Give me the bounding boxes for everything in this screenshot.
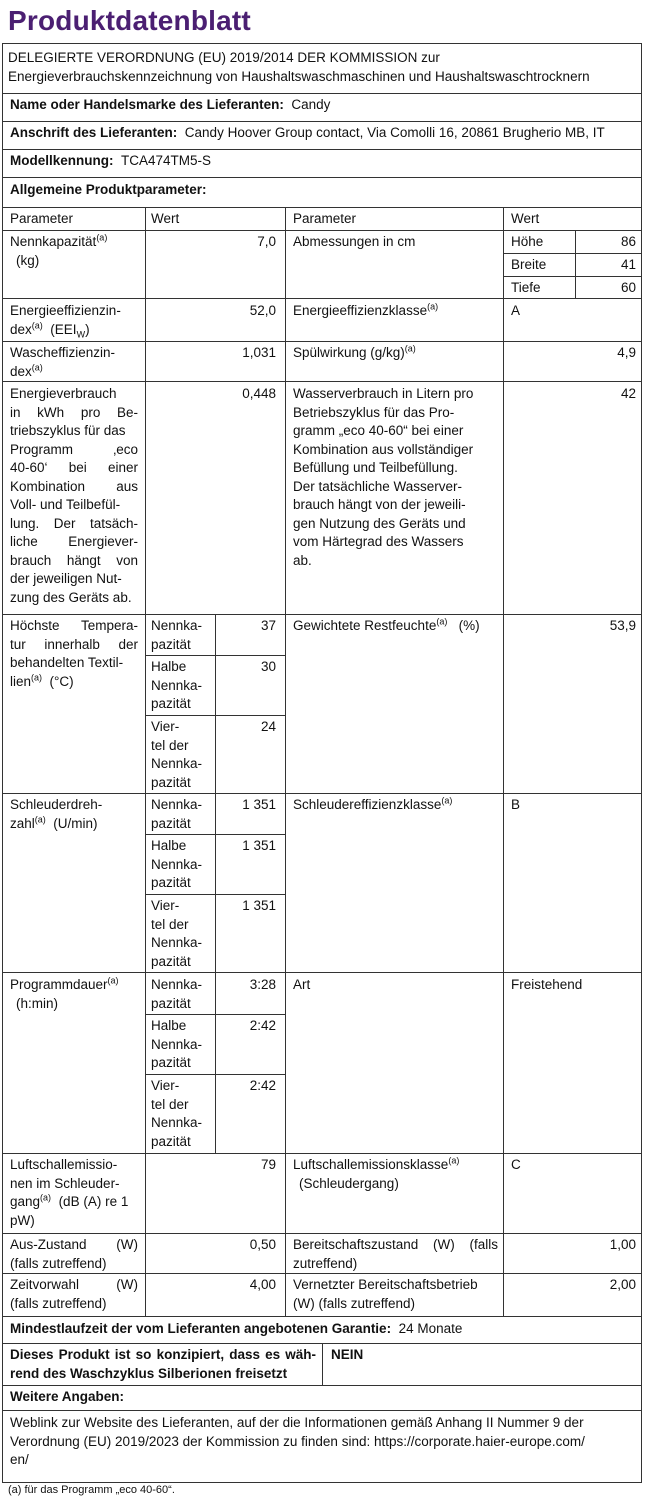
width-label: Breite [511, 257, 547, 272]
general-params-label: Allgemeine Produktparameter: [10, 182, 207, 197]
spin-quarter-label: Vier- tel der Nennka- pazität [151, 898, 203, 969]
noise-class-value: C [511, 1157, 521, 1172]
regulation-intro [8, 48, 638, 86]
depth-value: 60 [620, 280, 636, 295]
temp-quarter-value: 24 [260, 719, 276, 734]
divider [2, 1273, 642, 1274]
water-consumption-label: Wasserverbrauch in Litern pro Betriebszyklus für das Pro- gramm „eco 40-60“ bei einer Kombination aus vollständiger Befüllung und Teilbefüllung. Der tatsächliche Wasserver- brauch hängt von der jeweili- gen Nutzung des Geräts und vom Härtegrad des Wassers ab. [293, 386, 474, 568]
capacity-value: 7,0 [257, 234, 276, 249]
energy-consumption-label: Energieverbrauch in kWh pro Be- triebszyklus für das Programm ‚eco 40-60‘ bei einer Kombination aus Voll- und Teilbefül- lung. Der tatsäch- liche Energiever- brauch hängt von der jeweiligen Nut- zung des Geräts ab. [10, 386, 138, 605]
temp-rated-value: 37 [260, 618, 276, 633]
divider [322, 1343, 323, 1385]
weblink-text: Weblink zur Website des Lieferanten, auf der die Informationen gemäß Anhang II Nummer 9 der Verordnung (EU) 2019/2023 der Kommission zu finden sind: https://corporate.haier-europe.com/ en/ [10, 1415, 585, 1467]
temp-half-label: Halbe Nennka- pazität [151, 659, 203, 711]
divider [2, 177, 642, 178]
warranty-label: Mindestlaufzeit der vom Lieferanten angebotenen Garantie: [10, 1321, 392, 1336]
spin-rated-value: 1 351 [242, 797, 276, 812]
model-value: TCA474TM5-S [121, 153, 212, 168]
noise-class-label: Luftschallemissionsklasse$^{(a)}$ (Schleudergang) [293, 1155, 460, 1191]
off-mode-label: Aus-Zustand (W) (falls zutreffend) [10, 1237, 138, 1271]
capacity-label: Nennkapazität$^{(a)}$ (kg) [10, 232, 108, 268]
temperature-label: Höchste Temperа- tur innerhalb der behandelten Textil- lien$^{(a)}$ (°C) [10, 618, 138, 689]
temp-quarter-label: Vier- tel der Nennka- pazität [151, 719, 203, 790]
intro-line-2: Energieverbrauchskennzeichnung von Haushaltswaschmaschinen und Haushaltswaschtrocknern [8, 69, 590, 84]
divider [2, 381, 642, 382]
supplier-name-value: Candy [291, 97, 331, 112]
column-header-parameter-2: Parameter [293, 211, 357, 226]
height-label: Höhe [511, 234, 544, 249]
page-title: Produktdatenblatt [8, 5, 251, 36]
standby-label: Bereitschaftszustand (W) (falls zutreffend) [293, 1237, 498, 1271]
divider [2, 1385, 642, 1386]
silver-ions-value: NEIN [331, 1347, 364, 1362]
height-value: 86 [620, 234, 636, 249]
intro-line-1: DELEGIERTE VERORDNUNG (EU) 2019/2014 DER KOMMISSION zur [8, 50, 440, 65]
moisture-label: Gewichtete Restfeuchte$^{(a)}$ (%) [293, 616, 480, 633]
width-value: 41 [620, 257, 636, 272]
spin-class-value: B [511, 797, 521, 812]
divider [575, 230, 576, 298]
divider [2, 1410, 642, 1411]
column-header-value-2: Wert [511, 211, 540, 226]
divider [2, 1233, 642, 1234]
duration-half-value: 2:42 [249, 1018, 276, 1033]
duration-label: Programmdauer$^{(a)}$ (h:min) [10, 975, 119, 1011]
rinse-label: Spülwirkung $(g/kg)^{(a)}$ [293, 343, 416, 360]
divider [2, 207, 642, 208]
spin-rated-label: Nennka- pazität [151, 797, 203, 831]
divider [2, 793, 642, 794]
supplier-name-label: Name oder Handelsmarke des Lieferanten: [10, 97, 284, 112]
further-info-label: Weitere Angaben: [10, 1389, 125, 1404]
divider [2, 121, 642, 122]
divider [145, 207, 146, 1316]
divider [2, 972, 642, 973]
divider [2, 298, 642, 299]
duration-half-label: Halbe Nennka- pazität [151, 1018, 203, 1070]
duration-quarter-label: Vier- tel der Nennka- pazität [151, 1078, 203, 1149]
divider [503, 207, 504, 1316]
column-header-value: Wert [151, 211, 180, 226]
duration-quarter-value: 2:42 [249, 1078, 276, 1093]
temp-rated-label: Nennka- pazität [151, 618, 203, 652]
energy-consumption-value: 0,448 [242, 386, 276, 401]
supplier-name-row [10, 96, 330, 115]
divider [2, 614, 642, 615]
noise-value: 79 [260, 1157, 276, 1172]
wash-index-value: 1,031 [242, 345, 276, 360]
depth-label: Tiefe [511, 280, 541, 295]
divider [215, 614, 216, 1153]
dimensions-label: Abmessungen in cm [293, 234, 416, 249]
type-value: Freistehend [511, 977, 583, 992]
type-label: Art [293, 977, 311, 992]
spin-half-label: Halbe Nennka- pazität [151, 838, 203, 890]
supplier-address-value: Candy Hoover Group contact, Via Comolli 16, 20861 Brugherio MB, IT [184, 125, 605, 140]
supplier-address-label: Anschrift des Lieferanten: [10, 125, 178, 140]
water-consumption-value: 42 [620, 386, 636, 401]
divider [503, 253, 642, 254]
networked-standby-value: 2,00 [609, 1277, 636, 1292]
networked-standby-label: Vernetzter Bereitschaftsbetrieb (W) (falls zutreffend) [293, 1277, 478, 1311]
divider [2, 1153, 642, 1154]
eei-label: Energieeffizienzin- dex$^{(a)}$ $(EEI_W)$ [10, 303, 121, 340]
eei-value: 52,0 [249, 303, 276, 318]
off-mode-value: 0,50 [249, 1237, 276, 1252]
wash-index-label: Wascheffizienzin- dex$^{(a)}$ [10, 345, 116, 379]
divider [2, 149, 642, 150]
divider [2, 230, 642, 231]
spin-class-label: Schleudereffizienzklasse$^{(a)}$ [293, 795, 453, 812]
spin-half-value: 1 351 [242, 838, 276, 853]
divider [285, 207, 286, 1316]
noise-label: Luftschallemissio- nen im Schleuder- gang$^{(a)}$ (dB (A) re 1 pW) [10, 1157, 129, 1228]
duration-rated-label: Nennka- pazität [151, 977, 203, 1011]
model-row [10, 152, 211, 171]
divider [2, 341, 642, 342]
energy-class-value: A [511, 303, 521, 318]
duration-rated-value: 3:28 [249, 977, 276, 992]
model-label: Modellkennung: [10, 153, 114, 168]
standby-value: 1,00 [609, 1237, 636, 1252]
divider [2, 93, 642, 94]
energy-class-label: Energieeffizienzklasse$^{(a)}$ [293, 301, 439, 318]
column-header-parameter: Parameter [10, 211, 74, 226]
footnote: (a) für das Programm „eco 40-60“. [8, 1484, 175, 1496]
moisture-value: 53,9 [609, 618, 636, 633]
warranty-row [10, 1320, 462, 1339]
spin-quarter-value: 1 351 [242, 898, 276, 913]
delay-start-value: 4,00 [249, 1277, 276, 1292]
warranty-value: 24 Monate [398, 1321, 463, 1336]
rinse-value: 4,9 [617, 345, 636, 360]
divider [2, 1316, 642, 1317]
supplier-address-row [10, 124, 605, 143]
temp-half-value: 30 [260, 659, 276, 674]
divider [503, 276, 642, 277]
silver-ions-label: Dieses Produkt ist so konzipiert, dass es wäh- rend des Waschzyklus Silberionen freisetzt [10, 1347, 316, 1381]
spin-speed-label: Schleuderdreh- zahl$^{(a)}$ (U/min) [10, 797, 103, 831]
delay-start-label: Zeitvorwahl (W) (falls zutreffend) [10, 1277, 138, 1311]
